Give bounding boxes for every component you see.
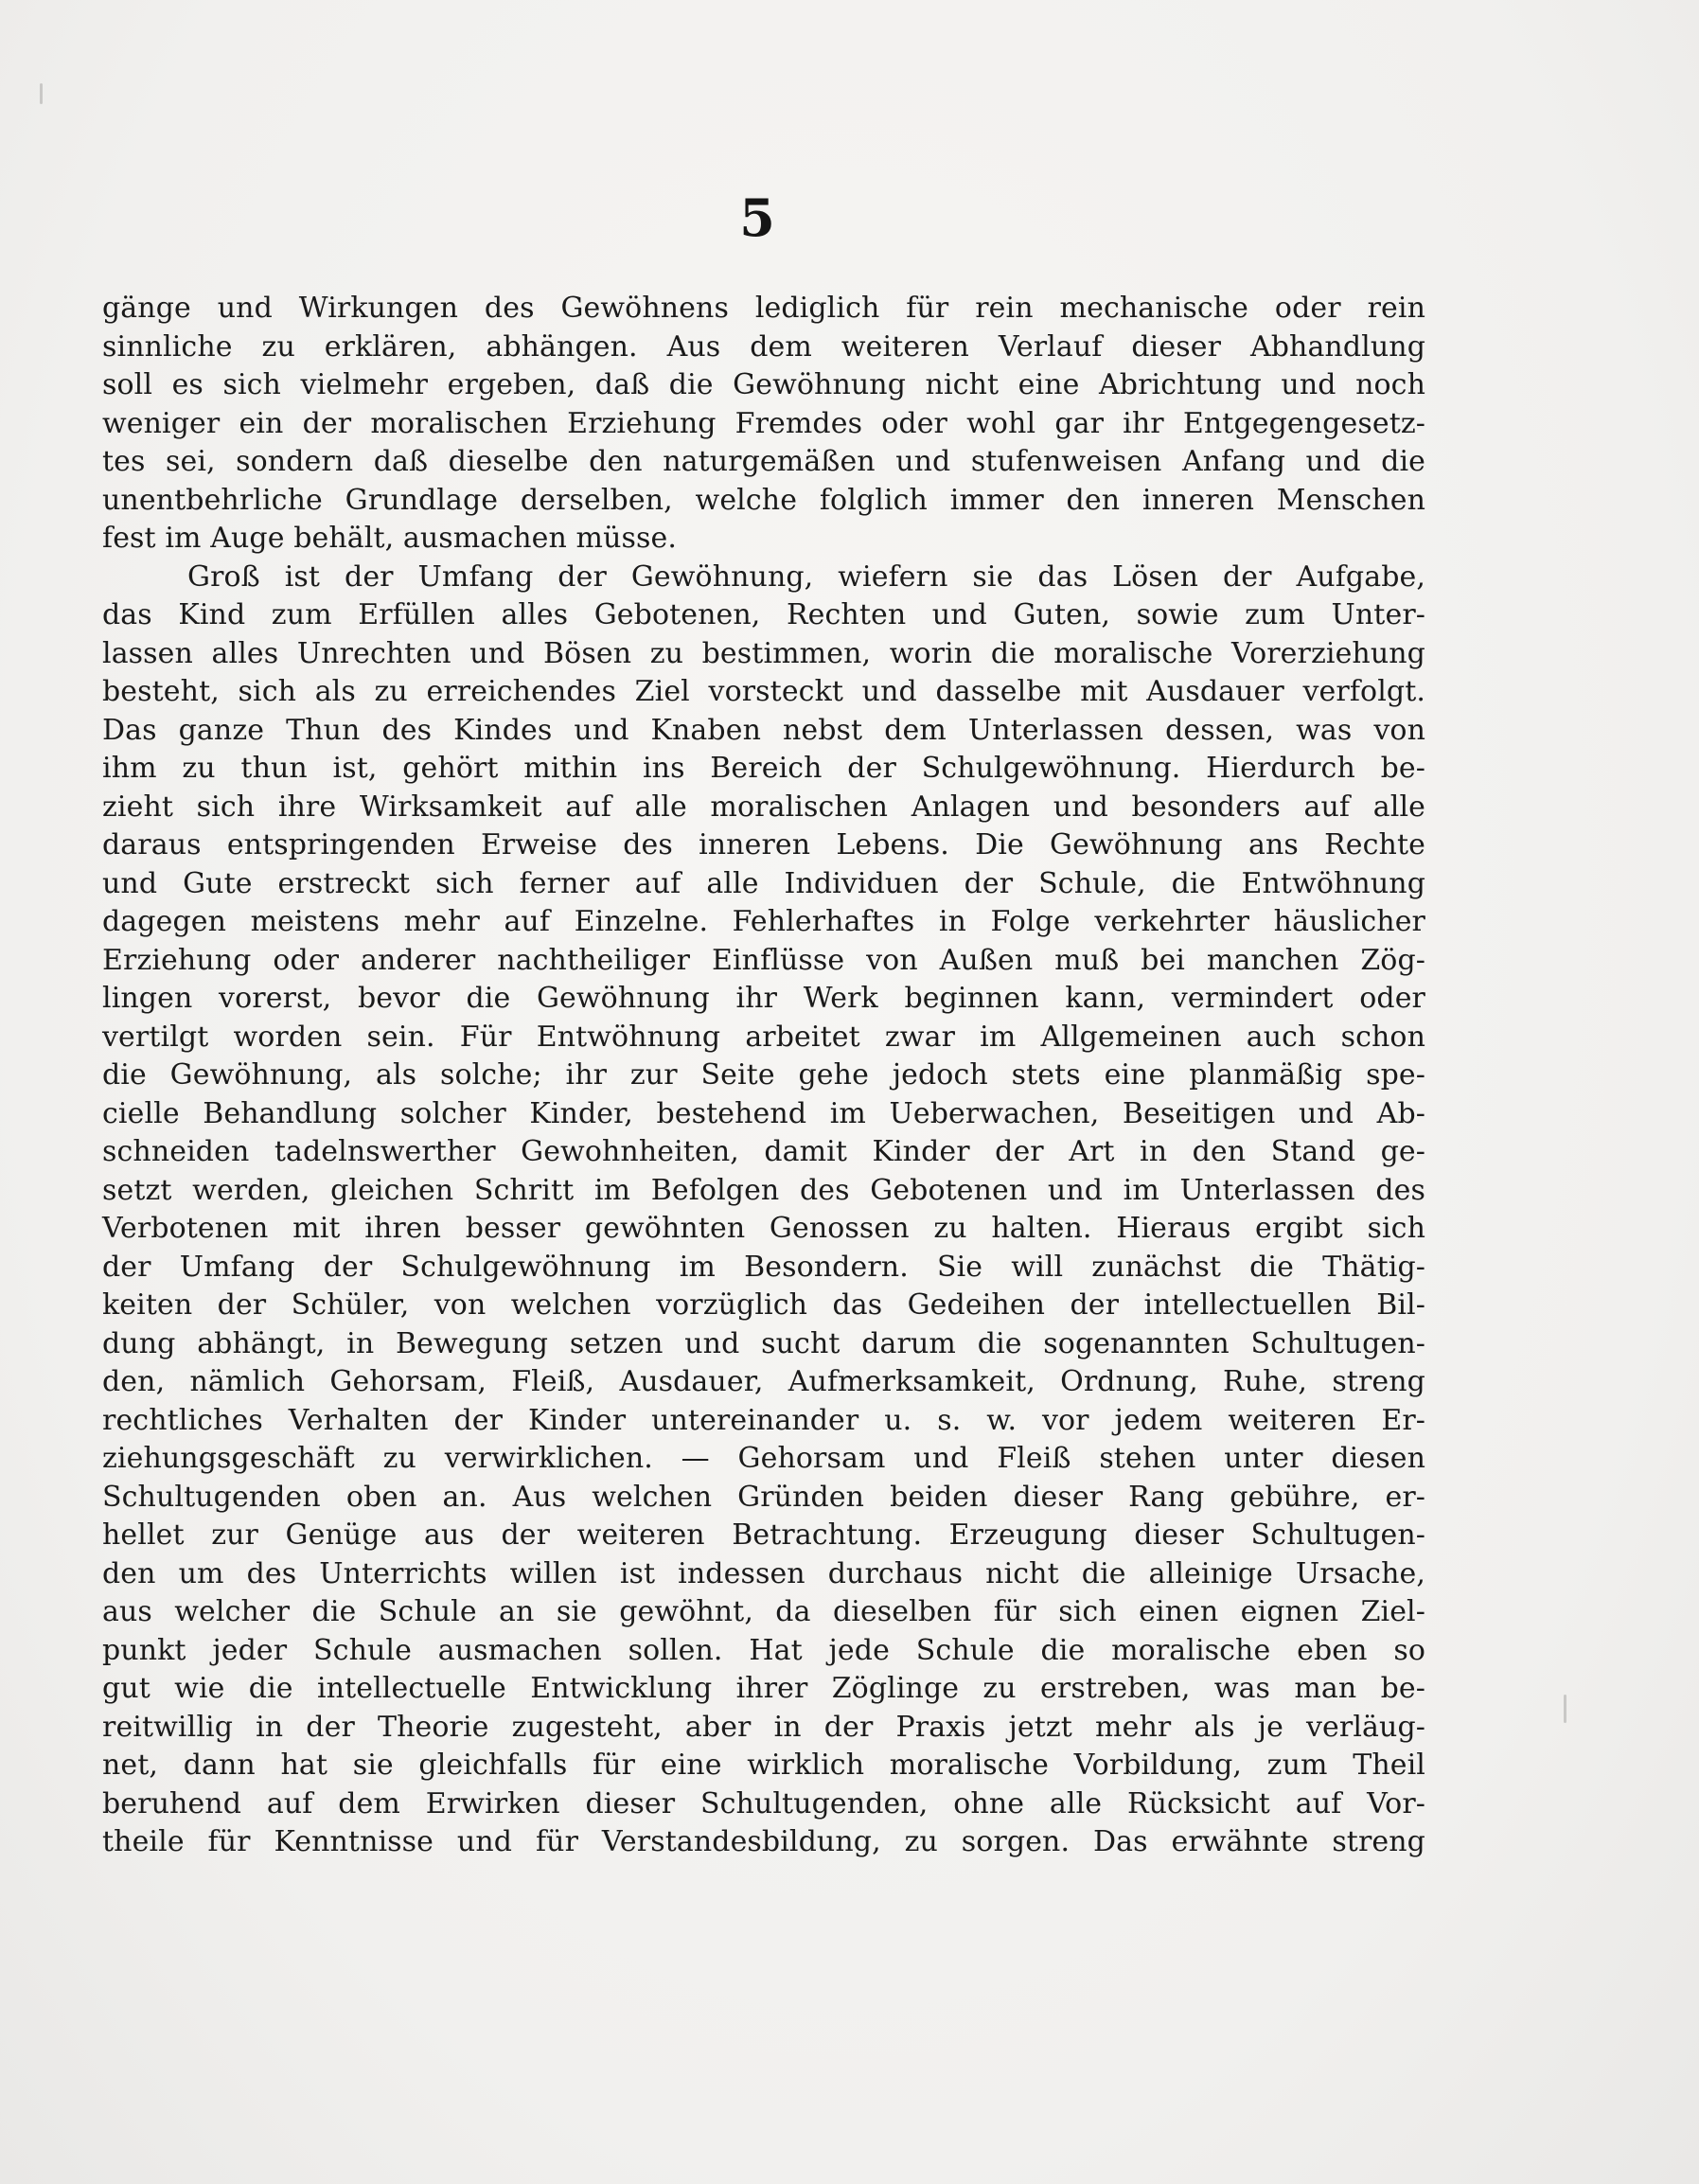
text-line: aus welcher die Schule an sie gewöhnt, da dieselben für sich einen eignen Ziel-	[102, 1595, 1425, 1628]
text-line: hellet zur Genüge aus der weiteren Betrachtung. Erzeugung dieser Schultugen-	[102, 1518, 1425, 1552]
text-line: rechtliches Verhalten der Kinder untereinander u. s. w. vor jedem weiteren Er-	[102, 1403, 1425, 1437]
text-line: den, nämlich Gehorsam, Fleiß, Ausdauer, Aufmerksamkeit, Ordnung, Ruhe, streng	[102, 1365, 1425, 1398]
text-line: sinnliche zu erklären, abhängen. Aus dem weiteren Verlauf dieser Abhandlung	[102, 329, 1425, 364]
text-line: dagegen meistens mehr auf Einzelne. Fehlerhaftes in Folge verkehrter häuslicher	[102, 905, 1425, 938]
text-line: lingen vorerst, bevor die Gewöhnung ihr Werk beginnen kann, vermindert oder	[102, 982, 1425, 1015]
text-line: das Kind zum Erfüllen alles Gebotenen, Rechten und Guten, sowie zum Unter-	[102, 598, 1425, 631]
text-line: ziehungsgeschäft zu verwirklichen. — Gehorsam und Fleiß stehen unter diesen	[102, 1442, 1425, 1475]
text-line: vertilgt worden sein. Für Entwöhnung arbeitet zwar im Allgemeinen auch schon	[102, 1020, 1425, 1054]
text-line: soll es sich vielmehr ergeben, daß die Gewöhnung nicht eine Abrichtung und noch	[102, 368, 1425, 401]
text-line: Groß ist der Umfang der Gewöhnung, wiefern sie das Lösen der Aufgabe,	[187, 559, 1425, 594]
text-line: lassen alles Unrechten und Bösen zu bestimmen, worin die moralische Vorerziehung	[102, 636, 1425, 670]
text-line: Erziehung oder anderer nachtheiliger Einflüsse von Außen muß bei manchen Zög-	[102, 943, 1425, 977]
page-number: 5	[739, 187, 775, 248]
text-line: gänge und Wirkungen des Gewöhnens lediglich für rein mechanische oder rein	[102, 292, 1425, 325]
text-line: zieht sich ihre Wirksamkeit auf alle moralischen Anlagen und besonders auf alle	[102, 790, 1425, 824]
text-line: daraus entspringenden Erweise des inneren Lebens. Die Gewöhnung ans Rechte	[102, 828, 1425, 861]
text-line: tes sei, sondern daß dieselbe den naturgemäßen und stufenweisen Anfang und die	[102, 445, 1425, 478]
text-line: gut wie die intellectuelle Entwicklung ihrer Zöglinge zu erstreben, was man be-	[102, 1672, 1425, 1705]
text-line: weniger ein der moralischen Erziehung Fremdes oder wohl gar ihr Entgegengesetz-	[102, 406, 1425, 440]
text-line: setzt werden, gleichen Schritt im Befolgen des Gebotenen und im Unterlassen des	[102, 1173, 1425, 1207]
text-line: fest im Auge behält, ausmachen müsse.	[102, 522, 678, 555]
text-line: und Gute erstreckt sich ferner auf alle Individuen der Schule, die Entwöhnung	[102, 866, 1425, 900]
text-line: keiten der Schüler, von welchen vorzüglich das Gedeihen der intellectuellen Bil-	[102, 1288, 1425, 1322]
text-line: Verbotenen mit ihren besser gewöhnten Genossen zu halten. Hieraus ergibt sich	[102, 1212, 1425, 1245]
text-line: schneiden tadelnswerther Gewohnheiten, damit Kinder der Art in den Stand ge-	[102, 1135, 1425, 1168]
text-line: Das ganze Thun des Kindes und Knaben nebst dem Unterlassen dessen, was von	[102, 713, 1425, 747]
text-line: besteht, sich als zu erreichendes Ziel vorsteckt und dasselbe mit Ausdauer verfolgt.	[102, 675, 1425, 708]
paragraph	[102, 559, 1425, 1862]
text-line: cielle Behandlung solcher Kinder, bestehend im Ueberwachen, Beseitigen und Ab-	[102, 1096, 1425, 1130]
margin-mark	[1564, 1695, 1566, 1723]
text-line: der Umfang der Schulgewöhnung im Besondern. Sie will zunächst die Thätig-	[102, 1250, 1425, 1284]
margin-mark	[40, 83, 43, 104]
text-line: reitwillig in der Theorie zugesteht, aber in der Praxis jetzt mehr als je verläug-	[102, 1710, 1425, 1744]
text-line: dung abhängt, in Bewegung setzen und sucht darum die sogenannten Schultugen-	[102, 1326, 1425, 1360]
text-line: theile für Kenntnisse und für Verstandesbildung, zu sorgen. Das erwähnte streng	[102, 1825, 1425, 1858]
text-line: ihm zu thun ist, gehört mithin ins Bereich der Schulgewöhnung. Hierdurch be-	[102, 752, 1425, 785]
text-line: Schultugenden oben an. Aus welchen Gründen beiden dieser Rang gebühre, er-	[102, 1480, 1425, 1514]
text-line: beruhend auf dem Erwirken dieser Schultugenden, ohne alle Rücksicht auf Vor-	[102, 1786, 1425, 1820]
body-text	[102, 290, 1425, 1862]
paragraph	[102, 290, 1425, 559]
text-line: net, dann hat sie gleichfalls für eine wirklich moralische Vorbildung, zum Theil	[102, 1749, 1425, 1782]
text-line: unentbehrliche Grundlage derselben, welche folglich immer den inneren Menschen	[102, 483, 1425, 517]
text-line: punkt jeder Schule ausmachen sollen. Hat jede Schule die moralische eben so	[102, 1633, 1425, 1667]
text-line: den um des Unterrichts willen ist indessen durchaus nicht die alleinige Ursache,	[102, 1556, 1425, 1590]
text-line: die Gewöhnung, als solche; ihr zur Seite gehe jedoch stets eine planmäßig spe-	[102, 1058, 1425, 1092]
